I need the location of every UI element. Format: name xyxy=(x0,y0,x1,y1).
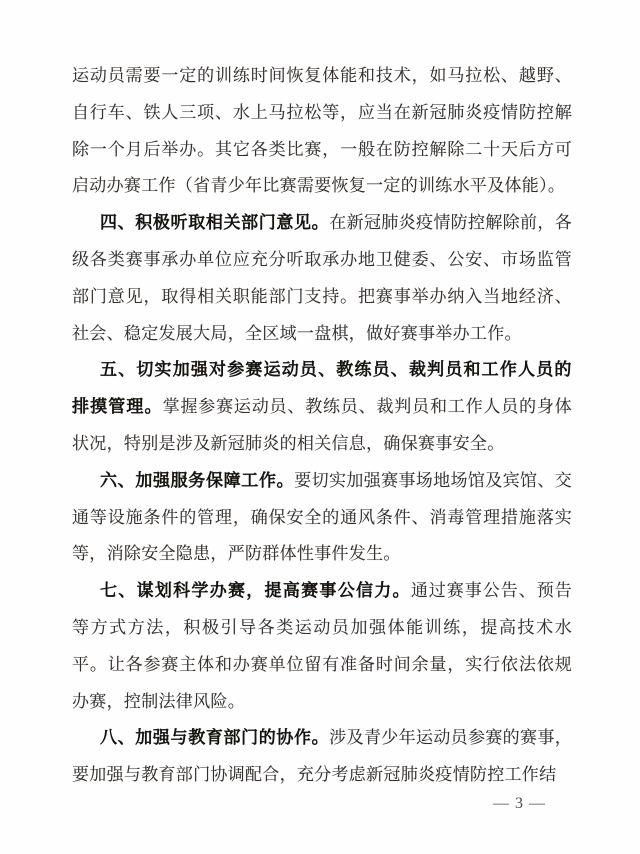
paragraph xyxy=(72,463,572,573)
paragraph xyxy=(72,352,572,462)
paragraph-body: 运动员需要一定的训练时间恢复体能和技术，如马拉松、越野、自行车、铁人三项、水上马拉松等，应当在新冠肺炎疫情防控解除一个月后举办。其它各类比赛，一般在防控解除二十天后方可启动办赛工作（省青少年比赛需要恢复一定的训练水平及体能）。 xyxy=(72,66,572,196)
paragraph-lead: 四、积极听取相关部门意见。 xyxy=(100,213,330,233)
paragraph-body: 掌握参赛运动员、教练员、裁判员和工作人员的身体状况，特别是涉及新冠肺炎的相关信息，确保赛事安全。 xyxy=(72,397,573,453)
paragraph xyxy=(72,58,572,205)
paragraph xyxy=(72,573,572,720)
paragraph-body: 在新冠肺炎疫情防控解除前，各级各类赛事承办单位应充分听取承办地卫健委、公安、市场监管部门意见，取得相关职能部门支持。把赛事举办纳入当地经济、社会、稳定发展大局，全区域一盘棋，做好赛事举办工作。 xyxy=(72,213,572,343)
paragraph-body: 涉及青少年运动员参赛的赛事，要加强与教育部门协调配合，充分考虑新冠肺炎疫情防控工作结 xyxy=(72,728,572,785)
paragraph-lead: 八、加强与教育部门的协作。 xyxy=(100,728,330,748)
paragraph xyxy=(72,720,572,794)
paragraph-lead: 六、加强服务保障工作。 xyxy=(100,470,295,490)
paragraph xyxy=(72,205,572,352)
paragraph-lead: 七、谋划科学办赛，提高赛事公信力。 xyxy=(100,581,411,601)
paragraph-lead: 五、切实加强对参赛运动员、教练员、裁判员和工作人员的排摸管理。 xyxy=(72,360,572,417)
paragraph-body: 通过赛事公告、预告等方式方法，积极引导各类运动员加强体能训练，提高技术水平。让各参赛主体和办赛单位留有准备时间余量，实行依法依规办赛，控制法律风险。 xyxy=(72,581,572,711)
page-number: — 3 — xyxy=(493,794,546,812)
paragraph-body: 要切实加强赛事场地场馆及宾馆、交通等设施条件的管理，确保安全的通风条件、消毒管理措施落实等，消除安全隐患，严防群体性事件发生。 xyxy=(72,470,572,564)
